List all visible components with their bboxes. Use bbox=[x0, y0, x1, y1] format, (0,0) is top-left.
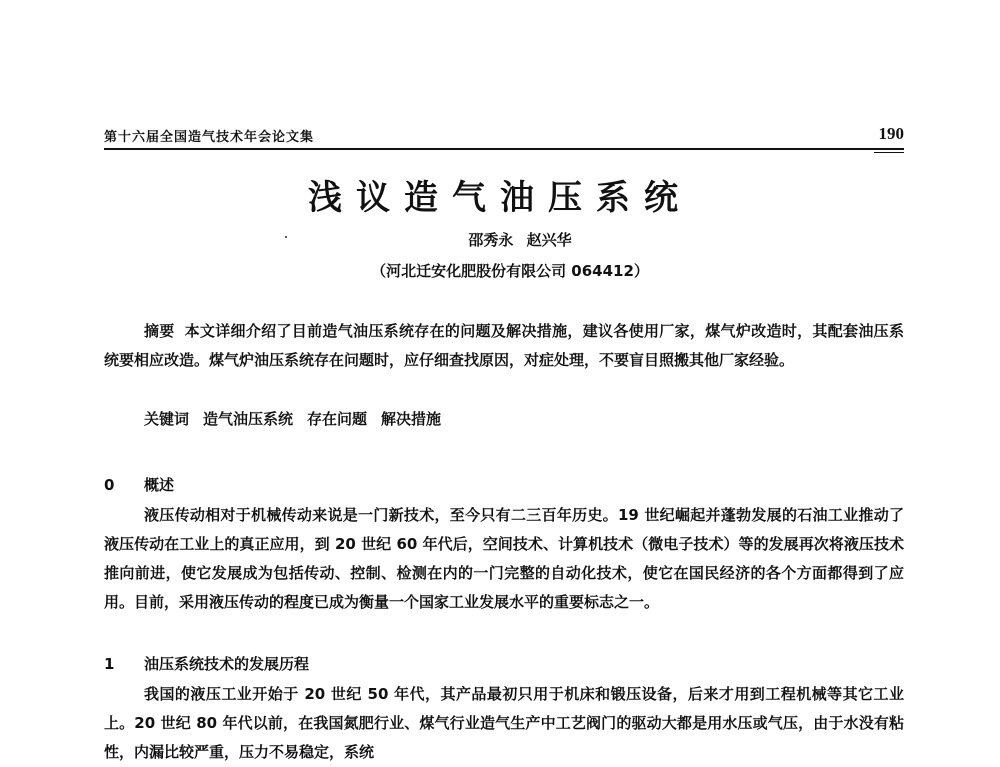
section-number: 0 bbox=[104, 476, 115, 494]
keyword-item: 解决措施 bbox=[381, 410, 442, 428]
keywords bbox=[144, 408, 455, 429]
keyword-item: 造气油压系统 bbox=[203, 410, 294, 428]
page-number-underline bbox=[874, 152, 904, 153]
paper-affiliation: （河北迁安化肥股份有限公司 064412） bbox=[371, 262, 649, 280]
section-body: 液压传动相对于机械传动来说是一门新技术，至今只有二三百年历史。19 世纪崛起并蓬勃发展的石油工业推动了液压传动在工业上的真正应用，到 20 世纪 60 年代后，空间技术、计算机技术（微电子技术）等的发展再次将液压技术推向前进，使它发展成为包括传动、控制、检测在内的一门完整的自动化技术，使它在国民经济的各个方面都得到了应用。目前，采用液压传动的程度已成为衡量一个国家工业发展水平的重要标志之一。 bbox=[104, 506, 904, 611]
abstract-label: 摘要 bbox=[144, 322, 175, 340]
abstract-text: 本文详细介绍了目前造气油压系统存在的问题及解决措施，建议各使用厂家，煤气炉改造时，其配套油压系统要相应改造。煤气炉油压系统存在问题时，应仔细查找原因，对症处理，不要盲目照搬其他厂家经验。 bbox=[104, 322, 904, 369]
running-header bbox=[104, 126, 904, 148]
section-heading bbox=[104, 653, 309, 674]
page-number: 190 bbox=[878, 124, 904, 143]
section-body: 我国的液压工业开始于 20 世纪 50 年代，其产品最初只用于机床和锻压设备，后来才用到工程机械等其它工业上。20 世纪 80 年代以前，在我国氮肥行业、煤气行业造气生产中工艺阀门的驱动大都是用水压或气压，由于水没有粘性，内漏比较严重，压力不易稳定，系统 bbox=[104, 685, 904, 761]
section-title: 概述 bbox=[144, 476, 175, 494]
abstract bbox=[104, 317, 904, 375]
paper-title: 浅议造气油压系统 bbox=[308, 178, 692, 218]
keyword-item: 存在问题 bbox=[307, 410, 368, 428]
section-number: 1 bbox=[104, 655, 115, 673]
section-title: 油压系统技术的发展历程 bbox=[144, 655, 310, 673]
section-heading bbox=[104, 474, 174, 495]
paper-authors: 邵秀永 赵兴华 bbox=[468, 231, 572, 249]
proceedings-title: 第十六届全国造气技术年会论文集 bbox=[104, 130, 315, 145]
header-rule bbox=[104, 148, 904, 150]
keywords-label: 关键词 bbox=[144, 410, 190, 428]
